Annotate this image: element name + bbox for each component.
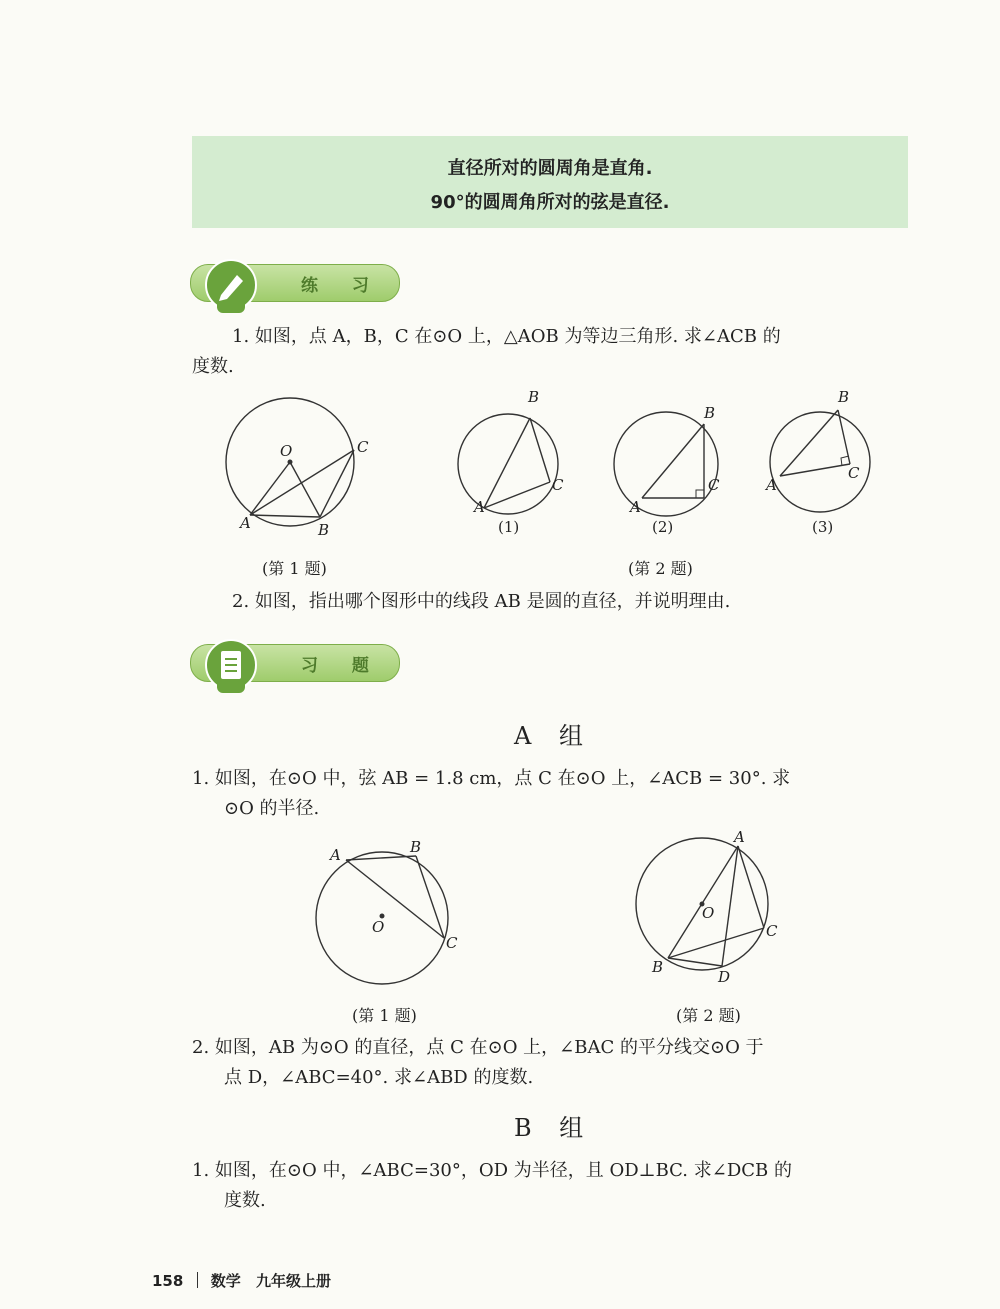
- b1-line1: 1. 如图，在⊙O 中，∠ABC=30°，OD 为半径，且 OD⊥BC. 求∠DCB 的: [192, 1160, 792, 1181]
- label-O: O: [702, 904, 715, 922]
- label-C: C: [357, 438, 369, 456]
- a1-fig-caption: (第 1 题): [352, 1006, 417, 1025]
- theorem-line-1: 直径所对的圆周角是直角.: [447, 158, 653, 179]
- label-B: B: [652, 958, 664, 976]
- b1-line2: 度数.: [224, 1190, 266, 1211]
- label-B: B: [704, 404, 716, 422]
- footer-subject: 数学: [210, 1272, 241, 1290]
- practice-label: 练 习: [301, 276, 383, 296]
- label-A: A: [766, 476, 777, 494]
- page-footer: [152, 1270, 331, 1291]
- a1-figure: [310, 836, 470, 996]
- label-C: C: [552, 476, 564, 494]
- footer-grade: 九年级上册: [256, 1272, 332, 1290]
- exercises-label: 习 题: [301, 656, 383, 676]
- practice-q1-line2: 度数.: [192, 356, 234, 377]
- sub-label-1: (1): [498, 518, 520, 536]
- label-A: A: [240, 514, 251, 532]
- label-O: O: [280, 442, 293, 460]
- label-C: C: [766, 922, 778, 940]
- label-A: A: [734, 828, 745, 846]
- label-D: D: [718, 968, 731, 986]
- label-A: A: [330, 846, 341, 864]
- label-A: A: [474, 498, 485, 516]
- label-B: B: [528, 388, 540, 406]
- a1-line2: ⊙O 的半径.: [224, 798, 320, 819]
- a1-line1: 1. 如图，在⊙O 中，弦 AB = 1.8 cm，点 C 在⊙O 上，∠ACB = 30°. 求: [192, 768, 791, 789]
- practice-q2: 2. 如图，指出哪个图形中的线段 AB 是圆的直径，并说明理由.: [232, 591, 731, 612]
- practice-fig1-caption: (第 1 题): [262, 559, 327, 578]
- sub-label-2: (2): [652, 518, 674, 536]
- label-C: C: [708, 476, 720, 494]
- label-O: O: [372, 918, 385, 936]
- practice-fig1: [220, 392, 380, 542]
- practice-fig2-1: [452, 386, 572, 536]
- a2-figure: [626, 828, 796, 988]
- theorem-banner: [192, 136, 908, 228]
- exercises-header: [190, 644, 400, 682]
- practice-fig2-2: [608, 386, 738, 536]
- a2-fig-caption: (第 2 题): [676, 1006, 741, 1025]
- practice-fig2-3: [762, 386, 882, 536]
- label-B: B: [318, 521, 330, 539]
- a2-line2: 点 D，∠ABC=40°. 求∠ABD 的度数.: [224, 1067, 534, 1088]
- sub-label-3: (3): [812, 518, 834, 536]
- exercises-tab: [217, 681, 245, 693]
- practice-fig2-caption: (第 2 题): [628, 559, 693, 578]
- practice-q1-line1: 1. 如图，点 A，B，C 在⊙O 上，△AOB 为等边三角形. 求∠ACB 的: [232, 326, 781, 347]
- label-B: B: [410, 838, 422, 856]
- practice-tab: [217, 301, 245, 313]
- label-C: C: [848, 464, 860, 482]
- a2-line1: 2. 如图，AB 为⊙O 的直径，点 C 在⊙O 上，∠BAC 的平分线交⊙O 于: [192, 1037, 764, 1058]
- practice-header: [190, 264, 400, 302]
- label-C: C: [446, 934, 458, 952]
- theorem-line-2: 90°的圆周角所对的弦是直径.: [430, 192, 670, 213]
- footer-divider: [197, 1272, 198, 1288]
- group-b-title: B 组: [514, 1114, 594, 1142]
- group-a-title: A 组: [514, 722, 593, 750]
- label-A: A: [630, 498, 641, 516]
- page-number: 158: [152, 1272, 184, 1290]
- label-B: B: [838, 388, 850, 406]
